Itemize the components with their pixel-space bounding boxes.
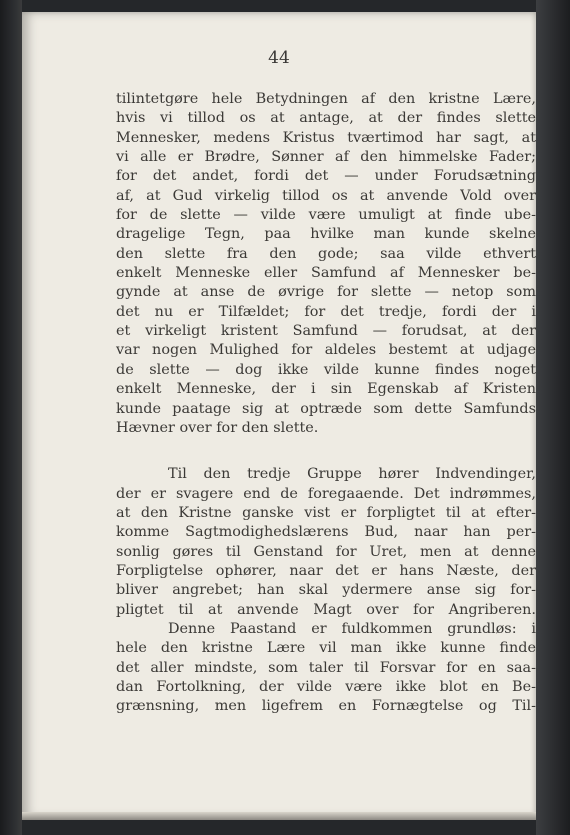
text-line: hele den kristne Lære vil man ikke kunne finde bbox=[116, 640, 536, 657]
text-line: af, at Gud virkelig tillod os at anvende Vold over bbox=[116, 187, 536, 204]
text-line: det nu er Tilfældet; for det tredje, fordi der i bbox=[116, 303, 536, 320]
text-line: at den Kristne ganske vist er forpligtet til at efter- bbox=[116, 504, 536, 521]
book-cover-edge bbox=[536, 0, 570, 835]
text-line: Denne Paastand er fuldkommen grundløs: i bbox=[168, 620, 536, 637]
page-bottom-edge bbox=[22, 812, 536, 820]
text-line: dan Fortolkning, der vilde være ikke blot en Be- bbox=[116, 678, 536, 695]
text-line: sonlig gøres til Genstand for Uret, men at denne bbox=[116, 543, 536, 560]
text-line: enkelt Menneske, der i sin Egenskab af Kristen bbox=[116, 381, 536, 398]
text-line: bliver angrebet; han skal ydermere anse sig for- bbox=[116, 582, 536, 599]
body-text bbox=[116, 90, 536, 717]
text-line: kunde paatage sig at optræde som dette Samfunds bbox=[116, 400, 536, 417]
text-line: det aller mindste, som taler til Forsvar for en saa- bbox=[116, 659, 536, 676]
text-line: pligtet til at anvende Magt over for Angriberen. bbox=[116, 601, 536, 618]
text-line: for de slette — vilde være umuligt at finde ube- bbox=[116, 207, 536, 224]
text-line: gynde at anse de øvrige for slette — netop som bbox=[116, 284, 536, 301]
text-line: var nogen Mulighed for aldeles bestemt at udjage bbox=[116, 342, 536, 359]
text-line: den slette fra den gode; saa vilde ethvert bbox=[116, 245, 536, 262]
text-line: grænsning, men ligefrem en Fornægtelse og Til- bbox=[116, 698, 536, 715]
text-line: der er svagere end de foregaaende. Det indrømmes, bbox=[116, 485, 536, 502]
book-page bbox=[22, 12, 536, 818]
text-line: Forpligtelse ophører, naar det er hans Næste, der bbox=[116, 562, 536, 579]
text-line: vi alle er Brødre, Sønner af den himmelske Fader; bbox=[116, 149, 536, 166]
text-line: et virkeligt kristent Samfund — forudsat, at der bbox=[116, 323, 536, 340]
text-line: enkelt Menneske eller Samfund af Mennesker be- bbox=[116, 265, 536, 282]
text-line: for det andet, fordi det — under Forudsætning bbox=[116, 168, 536, 185]
text-line: Mennesker, medens Kristus tværtimod har sagt, at bbox=[116, 129, 536, 146]
text-line: komme Sagtmodighedslærens Bud, naar han per- bbox=[116, 524, 536, 541]
text-line: Til den tredje Gruppe hører Indvendinger, bbox=[168, 466, 536, 483]
text-line: dragelige Tegn, paa hvilke man kunde skelne bbox=[116, 226, 536, 243]
text-line: hvis vi tillod os at antage, at der findes slette bbox=[116, 110, 536, 127]
text-line: de slette — dog ikke vilde kunne findes noget bbox=[116, 361, 536, 378]
page-number: 44 bbox=[268, 48, 290, 68]
paragraph-gap bbox=[116, 438, 536, 465]
text-line: tilintetgøre hele Betydningen af den kristne Lære, bbox=[116, 91, 536, 107]
text-line: Hævner over for den slette. bbox=[116, 419, 319, 436]
book-binding-edge bbox=[0, 0, 22, 835]
